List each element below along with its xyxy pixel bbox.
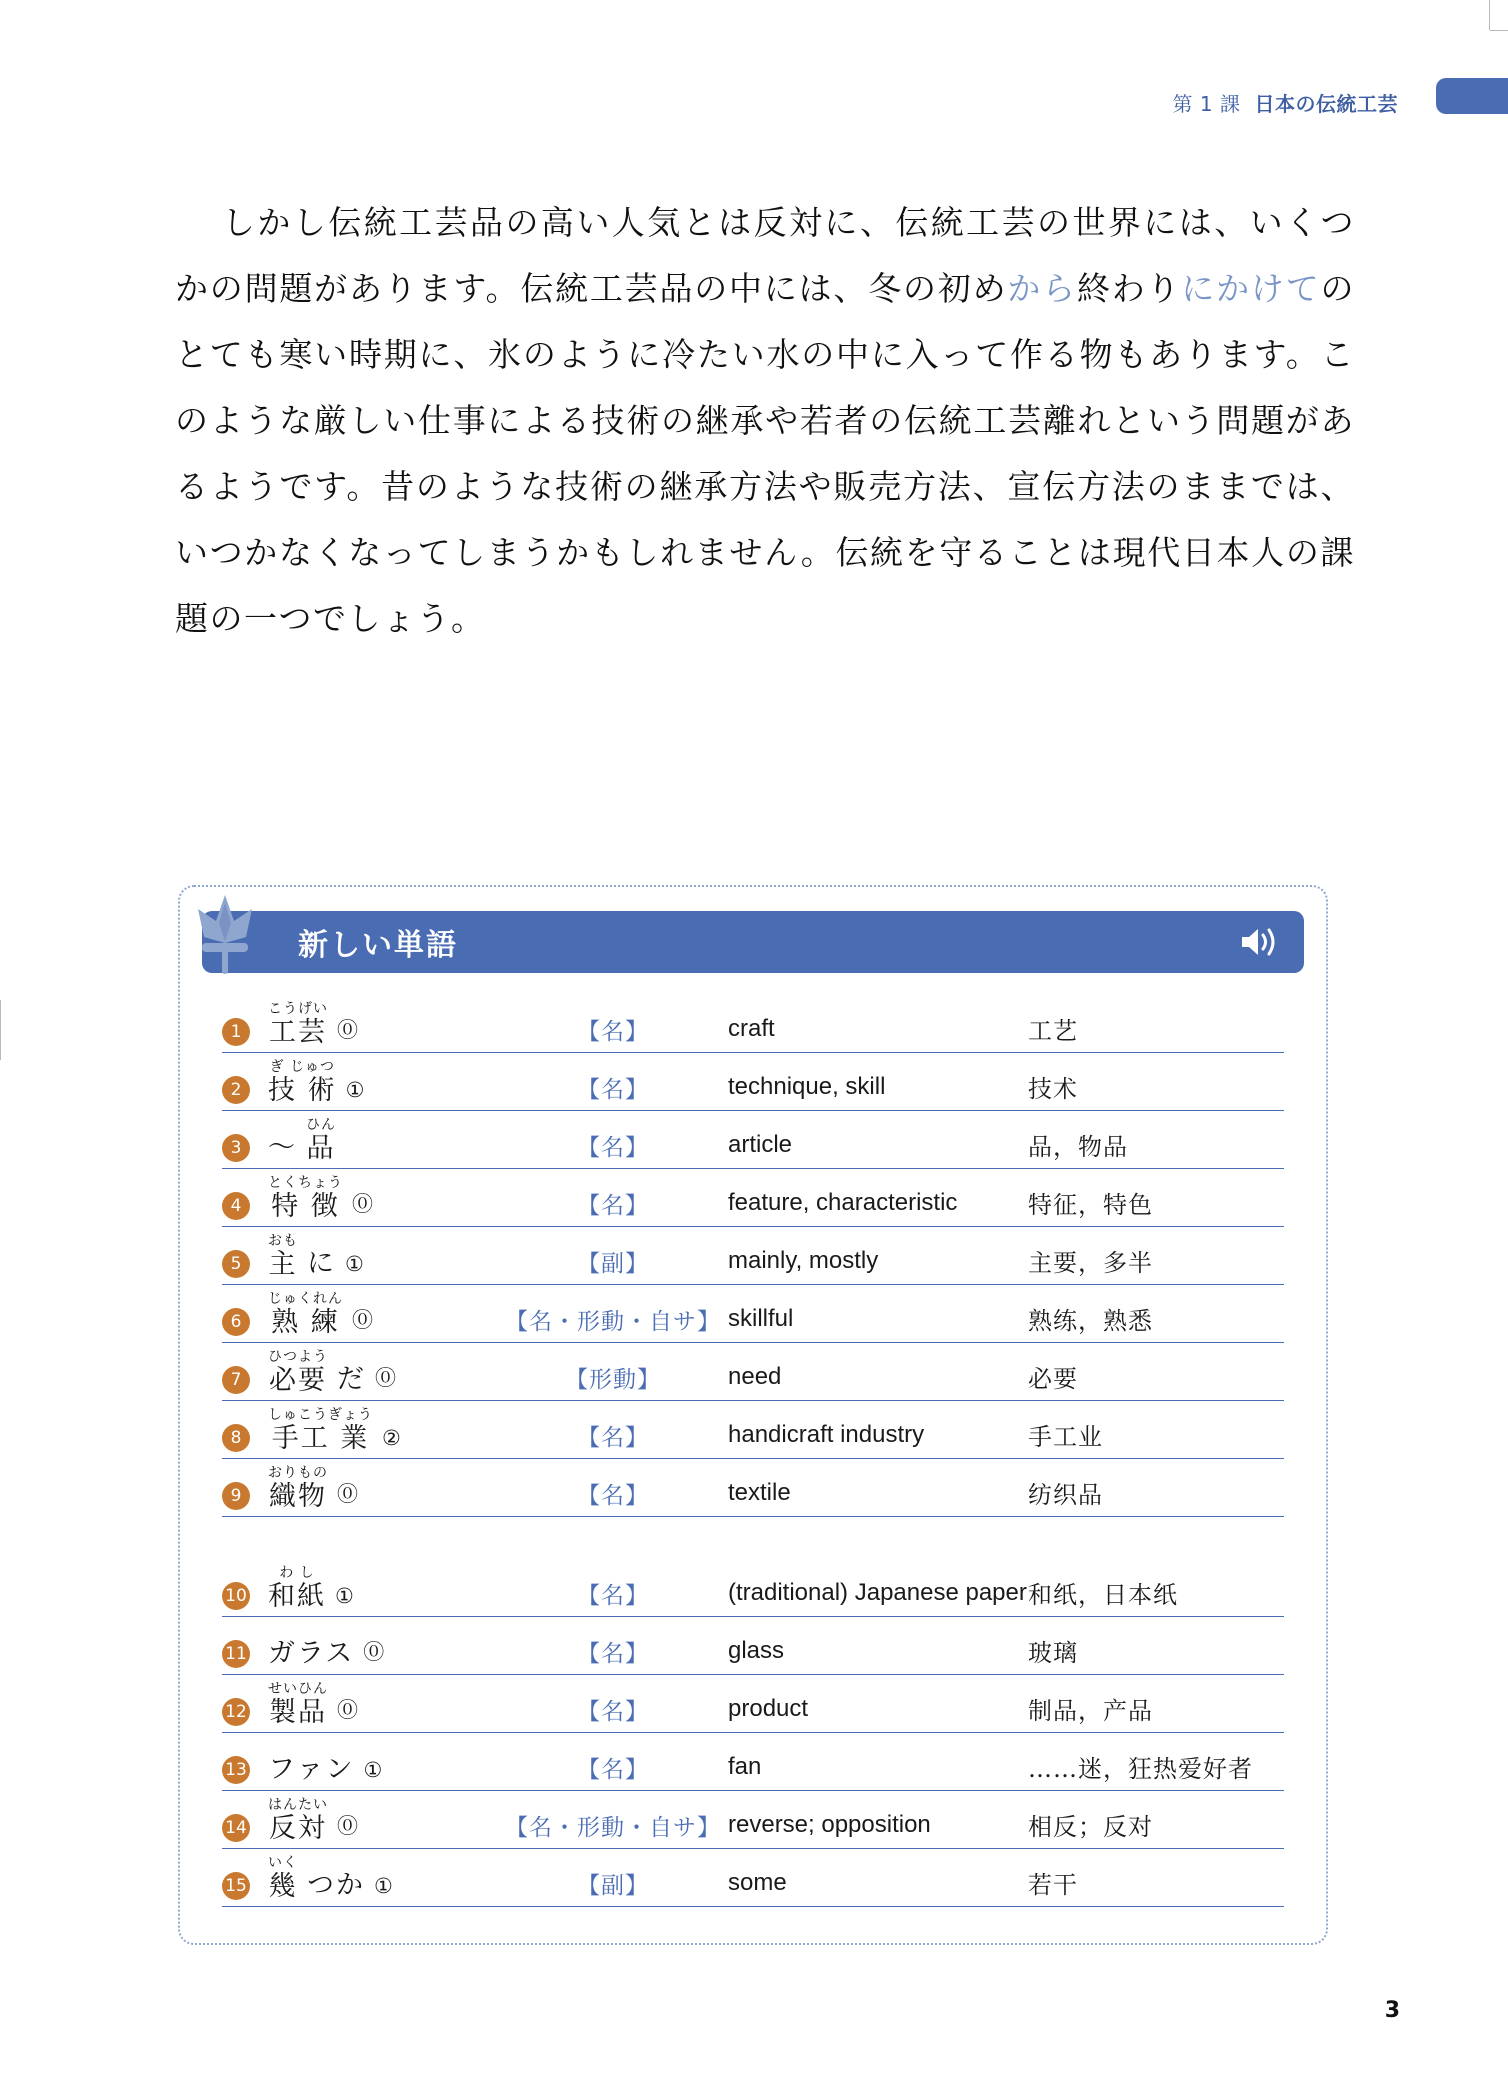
row-pos-cell	[498, 1849, 728, 1907]
row-number-cell	[222, 1285, 268, 1343]
row-pos-cell	[498, 1459, 728, 1517]
table-row	[222, 1849, 1284, 1907]
row-word-cell	[268, 1227, 498, 1285]
row-number-cell	[222, 1401, 268, 1459]
english-meaning: craft	[728, 1015, 775, 1042]
part-of-speech: 【名】	[577, 1583, 649, 1609]
word-base: 熟 練	[271, 1307, 340, 1338]
part-of-speech: 【名】	[577, 1193, 649, 1219]
chinese-meaning: 熟练，熟悉	[1028, 1307, 1153, 1335]
row-english-cell	[728, 1733, 1028, 1791]
word-base: 品	[306, 1133, 336, 1164]
table-row	[222, 1617, 1284, 1675]
paragraph-segment-2: 終わり	[1076, 269, 1182, 308]
english-meaning: product	[728, 1695, 809, 1722]
row-pos-cell	[498, 1401, 728, 1459]
english-meaning: skillful	[728, 1305, 794, 1332]
row-number: 4	[222, 1192, 250, 1220]
ruby-reading: じゅくれん	[268, 1291, 343, 1307]
english-meaning: article	[728, 1131, 793, 1158]
word-base: 必要	[269, 1365, 327, 1396]
row-pos-cell	[498, 1111, 728, 1169]
row-english-cell	[728, 1169, 1028, 1227]
english-meaning: feature, characteristic	[728, 1189, 958, 1216]
word-base: 幾	[268, 1871, 298, 1902]
row-chinese-cell	[1028, 1733, 1284, 1791]
ruby-reading: しゅこうぎょう	[268, 1407, 373, 1423]
pitch-accent: ⓪	[363, 1640, 385, 1664]
english-meaning: some	[728, 1869, 787, 1896]
row-english-cell	[728, 1675, 1028, 1733]
row-number: 8	[222, 1424, 250, 1452]
table-row	[222, 1285, 1284, 1343]
chinese-meaning: 制品，产品	[1028, 1697, 1153, 1725]
word-base: 和紙	[268, 1581, 326, 1612]
table-row	[222, 1517, 1284, 1617]
row-number-cell	[222, 1111, 268, 1169]
pitch-accent: ①	[345, 1252, 364, 1276]
row-english-cell	[728, 1849, 1028, 1907]
part-of-speech: 【副】	[577, 1873, 649, 1899]
row-number-cell	[222, 1227, 268, 1285]
row-english-cell	[728, 1791, 1028, 1849]
chinese-meaning: 手工业	[1028, 1423, 1103, 1451]
row-chinese-cell	[1028, 1459, 1284, 1517]
table-row	[222, 1343, 1284, 1401]
row-word-cell	[268, 1675, 498, 1733]
row-number-cell	[222, 1517, 268, 1617]
word-base: 技 術	[268, 1075, 337, 1106]
row-word-cell	[268, 1459, 498, 1517]
lesson-number: 第 1 課	[1172, 92, 1241, 116]
row-word-cell	[268, 1111, 498, 1169]
row-number: 2	[222, 1076, 250, 1104]
row-chinese-cell	[1028, 1053, 1284, 1111]
row-word-cell	[268, 995, 498, 1053]
ruby-reading: ぎ じゅつ	[269, 1059, 336, 1075]
table-row	[222, 1169, 1284, 1227]
ruby-reading: わ し	[279, 1565, 315, 1581]
part-of-speech: 【名】	[577, 1425, 649, 1451]
header-tab-marker	[1436, 78, 1508, 114]
row-pos-cell	[498, 1285, 728, 1343]
ruby-reading: せいひん	[268, 1681, 328, 1697]
word-with-ruby	[268, 1350, 328, 1394]
row-number: 10	[222, 1582, 250, 1610]
row-number: 14	[222, 1814, 250, 1842]
row-english-cell	[728, 1517, 1028, 1617]
ruby-reading: はんたい	[268, 1797, 328, 1813]
vocabulary-table-body	[222, 995, 1284, 1907]
row-english-cell	[728, 1053, 1028, 1111]
row-number-cell	[222, 1617, 268, 1675]
ruby-reading: おりもの	[268, 1465, 328, 1481]
chinese-meaning: 品，物品	[1028, 1133, 1128, 1161]
chinese-meaning: 主要，多半	[1028, 1249, 1153, 1277]
part-of-speech: 【副】	[577, 1251, 649, 1277]
chinese-meaning: 相反；反对	[1028, 1813, 1153, 1841]
table-row	[222, 1053, 1284, 1111]
crop-mark-top-right-vertical	[1489, 0, 1490, 30]
word-with-ruby	[268, 1176, 343, 1220]
chinese-meaning: 特征，特色	[1028, 1191, 1153, 1219]
word-with-ruby	[268, 1234, 298, 1278]
table-row	[222, 1227, 1284, 1285]
row-english-cell	[728, 995, 1028, 1053]
row-number-cell	[222, 1169, 268, 1227]
crown-icon	[184, 891, 266, 975]
part-of-speech: 【名】	[577, 1483, 649, 1509]
pitch-accent: ⓪	[375, 1366, 396, 1390]
crop-mark-left	[0, 1000, 1, 1060]
row-pos-cell	[498, 1791, 728, 1849]
word-suffix: に	[307, 1248, 336, 1279]
chinese-meaning: 技术	[1028, 1075, 1078, 1103]
row-word-cell	[268, 1849, 498, 1907]
pitch-accent: ⓪	[337, 1482, 358, 1506]
pitch-accent: ⓪	[352, 1192, 373, 1216]
row-word-cell	[268, 1791, 498, 1849]
row-number: 7	[222, 1366, 250, 1394]
row-word-cell	[268, 1401, 498, 1459]
word-base: 工芸	[269, 1017, 327, 1048]
word-with-ruby	[268, 1798, 328, 1842]
page-number: 3	[1384, 1998, 1400, 2023]
row-chinese-cell	[1028, 1617, 1284, 1675]
row-chinese-cell	[1028, 1343, 1284, 1401]
paragraph-segment-1: しかし伝統工芸品の高い人気とは反対に、伝統工芸の世界には、いくつかの問題があります。伝統工芸品の中には、冬の初め	[175, 203, 1355, 308]
word-base: 手工 業	[271, 1423, 370, 1454]
english-meaning: glass	[728, 1637, 785, 1664]
row-number-cell	[222, 1053, 268, 1111]
row-pos-cell	[498, 1517, 728, 1617]
part-of-speech: 【名】	[577, 1019, 649, 1045]
row-chinese-cell	[1028, 995, 1284, 1053]
highlight-kara: から	[1007, 269, 1077, 308]
vocabulary-table	[222, 995, 1284, 1907]
pitch-accent: ①	[374, 1874, 393, 1898]
row-number: 13	[222, 1756, 250, 1784]
row-english-cell	[728, 1111, 1028, 1169]
part-of-speech: 【名】	[577, 1699, 649, 1725]
word-with-ruby	[306, 1118, 336, 1162]
running-head	[1173, 88, 1398, 117]
part-of-speech: 【形動】	[565, 1367, 661, 1393]
vocabulary-title: 新しい単語	[298, 928, 458, 963]
part-of-speech: 【名】	[577, 1135, 649, 1161]
row-number: 11	[222, 1640, 250, 1668]
vocabulary-header-bar	[202, 911, 1304, 973]
pitch-accent: ⓪	[337, 1814, 358, 1838]
pitch-accent: ⓪	[337, 1018, 358, 1042]
ruby-reading: おも	[268, 1233, 298, 1249]
word-with-ruby	[268, 1408, 373, 1452]
row-word-cell	[268, 1733, 498, 1791]
table-row	[222, 1733, 1284, 1791]
row-english-cell	[728, 1343, 1028, 1401]
row-chinese-cell	[1028, 1791, 1284, 1849]
row-pos-cell	[498, 1675, 728, 1733]
row-chinese-cell	[1028, 1517, 1284, 1617]
table-row	[222, 1459, 1284, 1517]
part-of-speech: 【名】	[577, 1757, 649, 1783]
word-base: 主	[268, 1249, 298, 1280]
word-base: ガラス	[268, 1638, 355, 1669]
chinese-meaning: 必要	[1028, 1365, 1078, 1393]
part-of-speech: 【名・形動・自サ】	[505, 1309, 721, 1335]
row-pos-cell	[498, 1617, 728, 1675]
word-with-ruby	[268, 1682, 328, 1726]
word-prefix: 〜	[268, 1132, 297, 1163]
row-chinese-cell	[1028, 1849, 1284, 1907]
row-number-cell	[222, 1849, 268, 1907]
row-number: 12	[222, 1698, 250, 1726]
row-number: 6	[222, 1308, 250, 1336]
chinese-meaning: 若干	[1028, 1871, 1078, 1899]
english-meaning: textile	[728, 1479, 791, 1506]
chinese-meaning: 和纸，日本纸	[1028, 1581, 1178, 1609]
table-row	[222, 995, 1284, 1053]
chinese-meaning: 工艺	[1028, 1017, 1078, 1045]
row-word-cell	[268, 1169, 498, 1227]
table-row	[222, 1111, 1284, 1169]
pitch-accent: ①	[335, 1584, 354, 1608]
word-with-ruby	[268, 1466, 328, 1510]
row-english-cell	[728, 1401, 1028, 1459]
english-meaning: fan	[728, 1753, 762, 1780]
pitch-accent: ①	[345, 1078, 365, 1102]
ruby-reading: ひつよう	[268, 1349, 328, 1365]
row-word-cell	[268, 1285, 498, 1343]
row-english-cell	[728, 1459, 1028, 1517]
pitch-accent: ②	[382, 1426, 401, 1450]
row-word-cell	[268, 1617, 498, 1675]
word-base: ファン	[268, 1754, 355, 1785]
row-english-cell	[728, 1227, 1028, 1285]
word-with-ruby	[268, 1292, 343, 1336]
row-chinese-cell	[1028, 1285, 1284, 1343]
row-pos-cell	[498, 995, 728, 1053]
word-with-ruby	[268, 1856, 298, 1900]
chinese-meaning: 玻璃	[1028, 1639, 1078, 1667]
ruby-reading: こうげい	[268, 1001, 328, 1017]
highlight-nikakete: にかけて	[1181, 269, 1321, 308]
paragraph-segment-3: のとても寒い時期に、氷のように冷たい水の中に入って作る物もあります。このような厳しい仕事による技術の継承や若者の伝統工芸離れという問題があるようです。昔のような技術の継承方法や販売方法、宣伝方法のままでは、いつかなくなってしまうかもしれません。伝統を守ることは現代日本人の課題の一つでしょう。	[175, 269, 1356, 638]
word-with-ruby	[268, 1002, 328, 1046]
row-chinese-cell	[1028, 1169, 1284, 1227]
row-number-cell	[222, 1343, 268, 1401]
row-english-cell	[728, 1285, 1028, 1343]
row-number-cell	[222, 1733, 268, 1791]
chinese-meaning: ……迷，狂热爱好者	[1028, 1755, 1253, 1783]
new-vocabulary-panel	[178, 885, 1328, 1945]
word-base: 特 徴	[271, 1191, 340, 1222]
word-base: 織物	[269, 1481, 327, 1512]
part-of-speech: 【名】	[577, 1077, 649, 1103]
lesson-title: 日本の伝統工芸	[1254, 92, 1398, 116]
table-row	[222, 1675, 1284, 1733]
ruby-reading: とくちょう	[268, 1175, 343, 1191]
row-pos-cell	[498, 1343, 728, 1401]
row-english-cell	[728, 1617, 1028, 1675]
row-number: 3	[222, 1134, 250, 1162]
row-word-cell	[268, 1053, 498, 1111]
ruby-reading: ひん	[306, 1117, 336, 1133]
table-row	[222, 1401, 1284, 1459]
pitch-accent: ⓪	[352, 1308, 373, 1332]
row-number: 9	[222, 1482, 250, 1510]
english-meaning: handicraft industry	[728, 1421, 925, 1448]
english-meaning: need	[728, 1363, 782, 1390]
row-chinese-cell	[1028, 1401, 1284, 1459]
english-meaning: mainly, mostly	[728, 1247, 879, 1274]
row-number-cell	[222, 995, 268, 1053]
word-base: 製品	[269, 1697, 327, 1728]
row-number-cell	[222, 1791, 268, 1849]
word-suffix: だ	[337, 1364, 366, 1395]
row-chinese-cell	[1028, 1227, 1284, 1285]
row-pos-cell	[498, 1227, 728, 1285]
word-suffix: つか	[307, 1870, 365, 1901]
ruby-reading: いく	[268, 1855, 298, 1871]
english-meaning: reverse; opposition	[728, 1811, 931, 1838]
word-base: 反対	[269, 1813, 327, 1844]
chinese-meaning: 纺织品	[1028, 1481, 1103, 1509]
part-of-speech: 【名】	[577, 1641, 649, 1667]
word-with-ruby	[268, 1060, 337, 1104]
row-word-cell	[268, 1343, 498, 1401]
row-chinese-cell	[1028, 1675, 1284, 1733]
row-number: 15	[222, 1872, 250, 1900]
word-with-ruby	[268, 1566, 326, 1610]
row-number: 5	[222, 1250, 250, 1278]
table-row	[222, 1791, 1284, 1849]
pitch-accent: ⓪	[337, 1698, 358, 1722]
row-number-cell	[222, 1675, 268, 1733]
speaker-icon[interactable]	[1238, 925, 1278, 959]
row-number-cell	[222, 1459, 268, 1517]
row-pos-cell	[498, 1053, 728, 1111]
row-number: 1	[222, 1018, 250, 1046]
english-meaning: technique, skill	[728, 1073, 886, 1100]
body-paragraph	[175, 190, 1355, 652]
part-of-speech: 【名・形動・自サ】	[505, 1815, 721, 1841]
row-pos-cell	[498, 1169, 728, 1227]
pitch-accent: ①	[363, 1758, 383, 1782]
row-word-cell	[268, 1517, 498, 1617]
english-meaning: (traditional) Japanese paper	[728, 1579, 1027, 1606]
row-chinese-cell	[1028, 1111, 1284, 1169]
crop-mark-top-right-horizontal	[1490, 30, 1508, 31]
row-pos-cell	[498, 1733, 728, 1791]
